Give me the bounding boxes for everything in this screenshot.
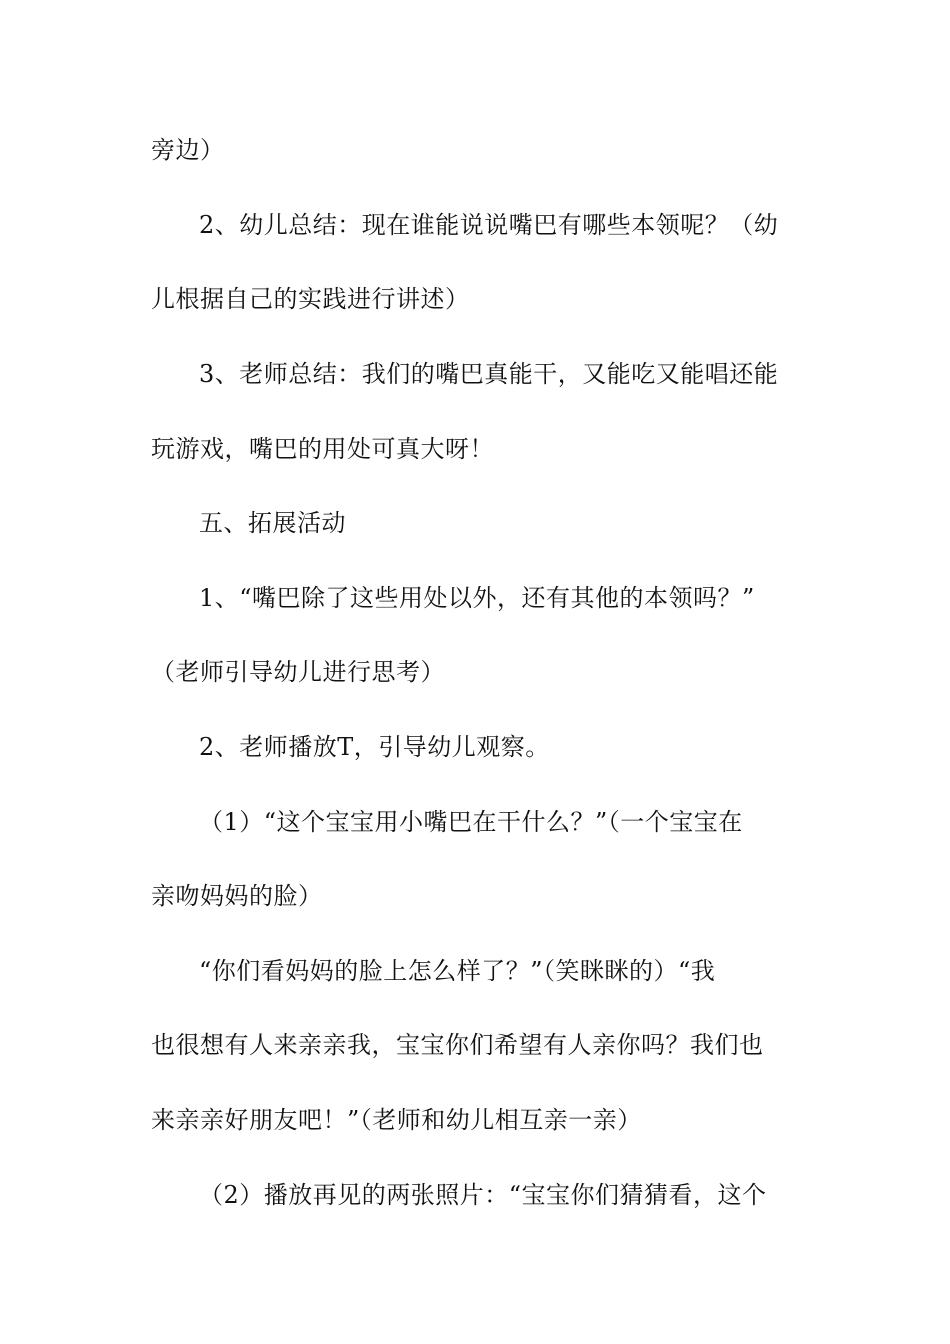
text-line: 旁边） (151, 136, 225, 164)
text-line: 1、“嘴巴除了这些用处以外，还有其他的本领吗？” (199, 584, 755, 612)
text-line: 亲吻妈妈的脸） (151, 882, 323, 910)
text-line: （1）“这个宝宝用小嘴巴在干什么？”（一个宝宝在 (199, 808, 743, 836)
text-line: （老师引导幼儿进行思考） (151, 658, 445, 686)
text-line: 2、老师播放T，引导幼儿观察。 (199, 733, 550, 761)
text-line: （2）播放再见的两张照片：“宝宝你们猜猜看，这个 (199, 1181, 767, 1209)
text-line: 玩游戏，嘴巴的用处可真大呀！ (151, 435, 494, 463)
text-line: 来亲亲好朋友吧！”（老师和幼儿相互亲一亲） (151, 1106, 642, 1134)
text-line: 也很想有人来亲亲我，宝宝你们希望有人亲你吗？我们也 (151, 1031, 764, 1059)
section-heading: 五、拓展活动 (199, 509, 346, 537)
text-line: 2、幼儿总结：现在谁能说说嘴巴有哪些本领呢？（幼 (199, 211, 779, 239)
text-line: “你们看妈妈的脸上怎么样了？”（笑眯眯的）“我 (199, 957, 716, 985)
text-line: 儿根据自己的实践进行讲述） (151, 285, 470, 313)
text-line: 3、老师总结：我们的嘴巴真能干，又能吃又能唱还能 (199, 360, 779, 388)
